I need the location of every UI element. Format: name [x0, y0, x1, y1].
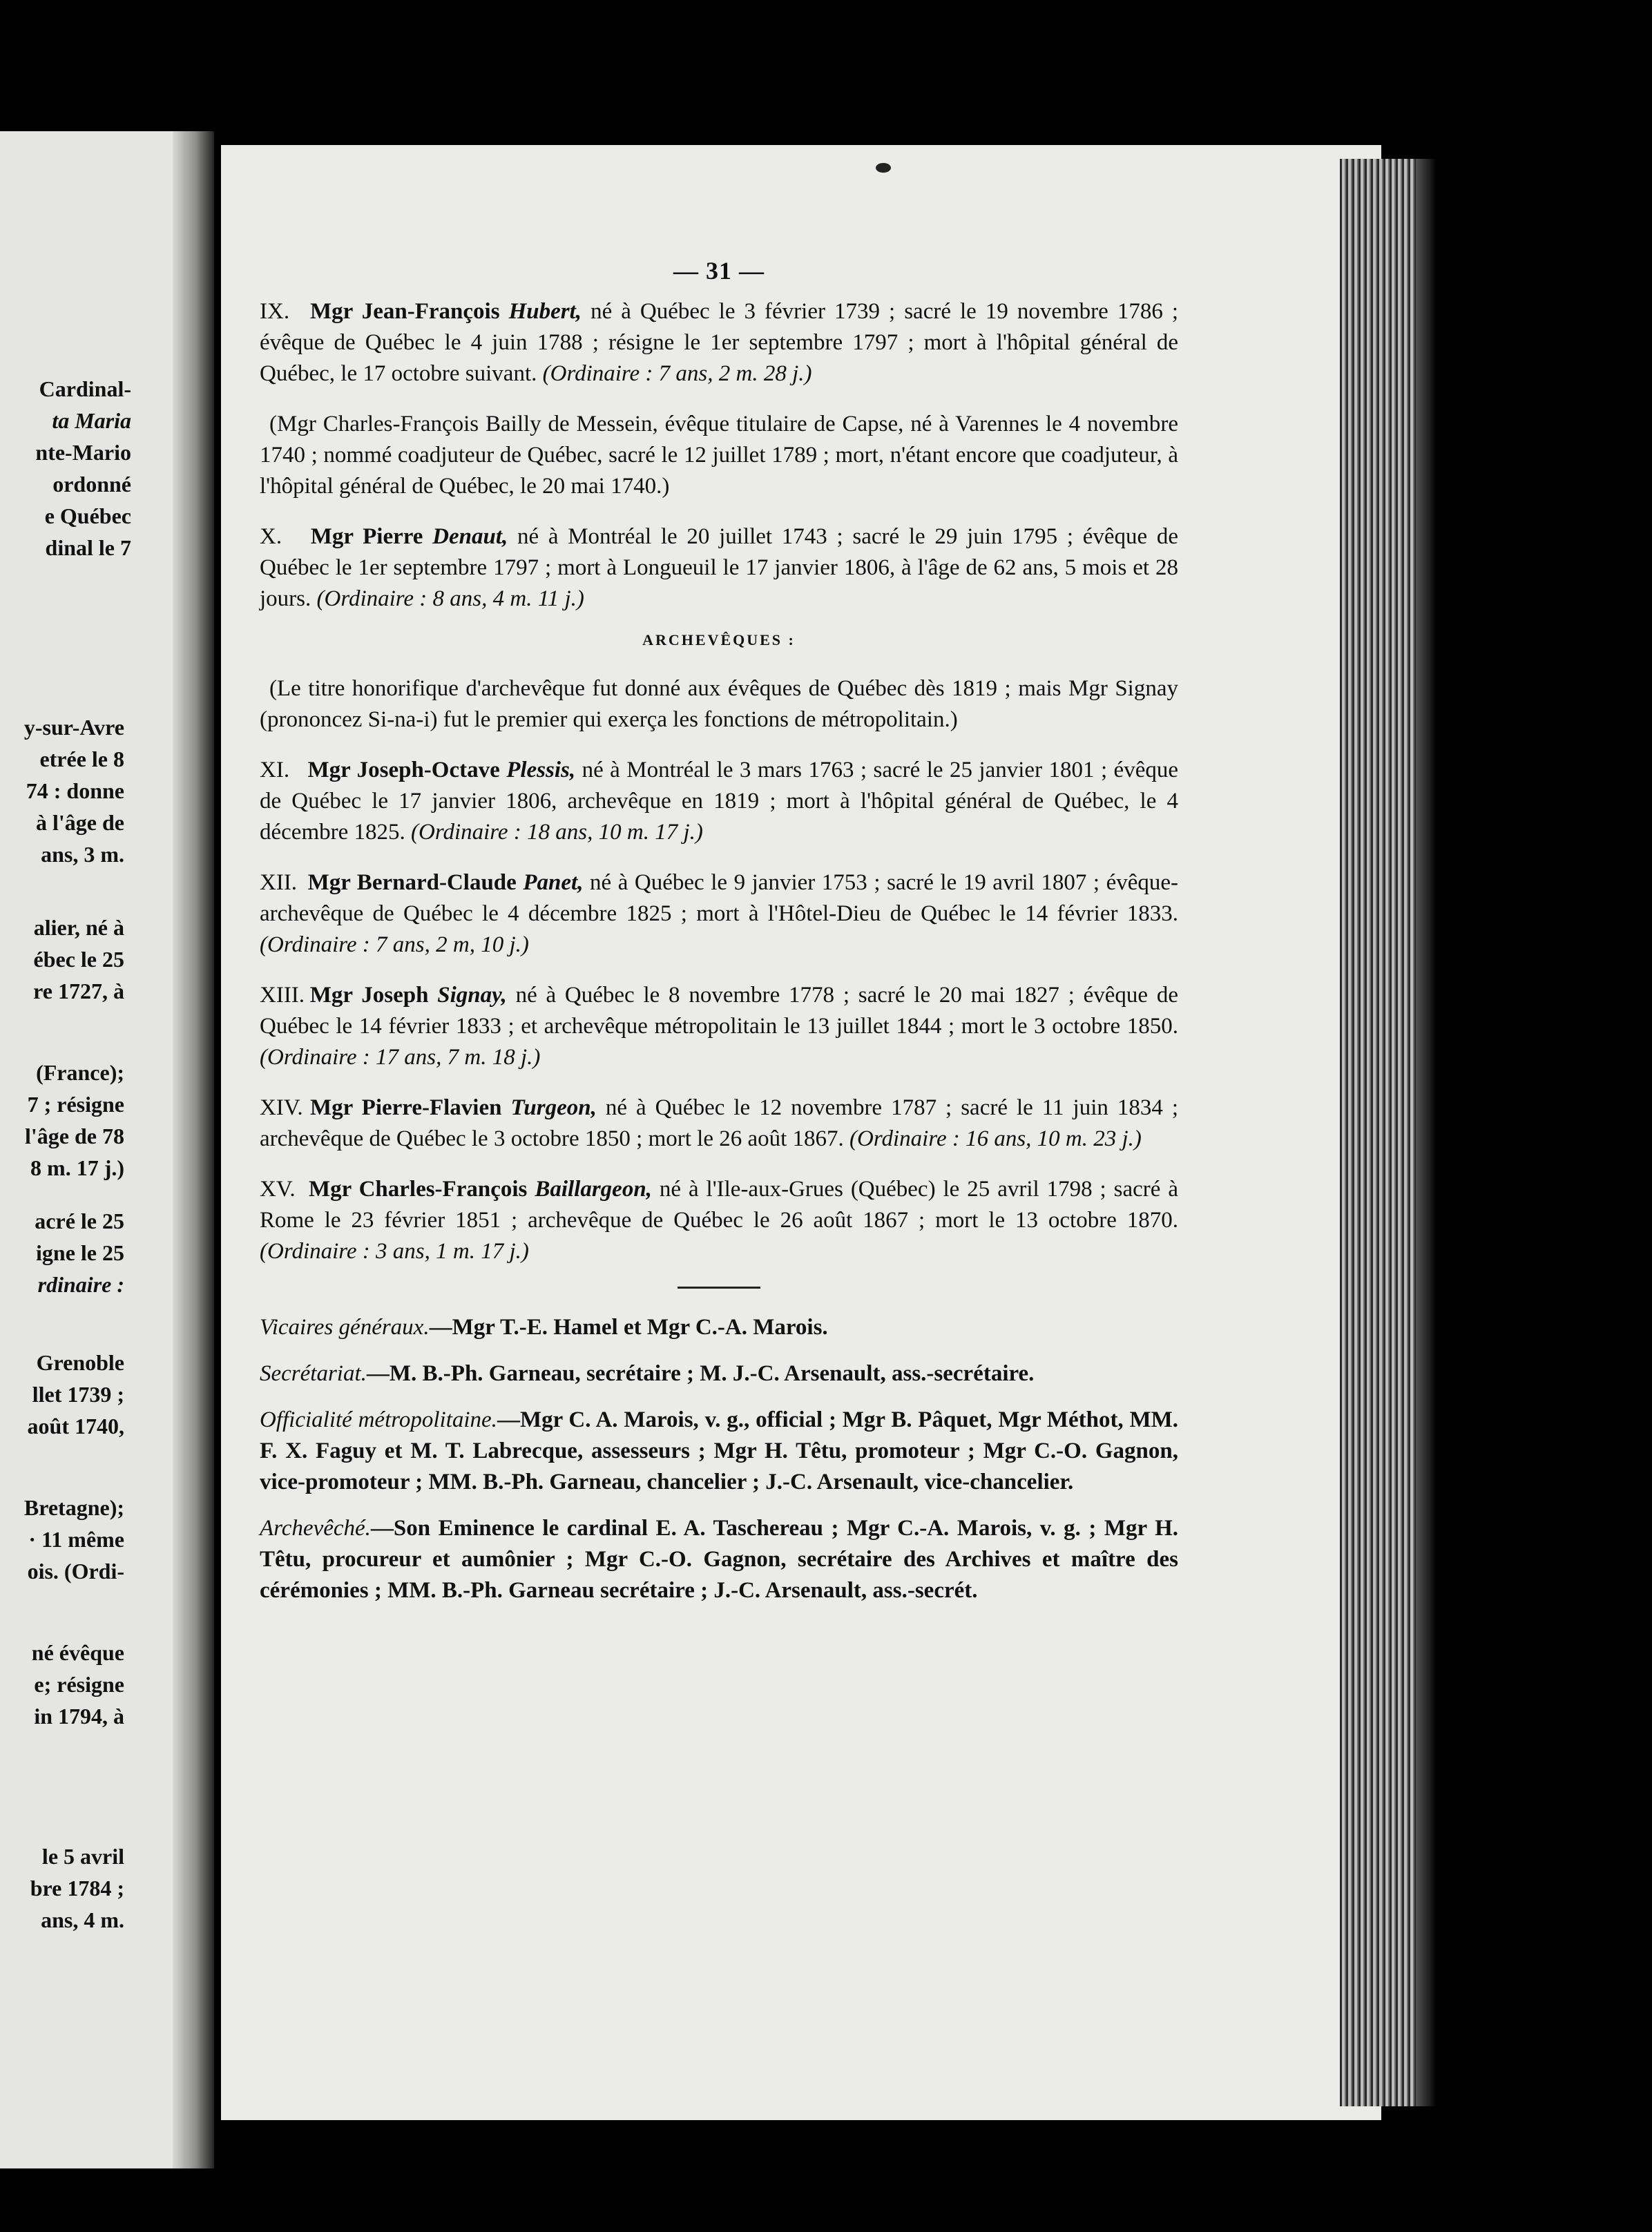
left-fragment-6: [0, 1347, 124, 1442]
left-line: ta Maria: [52, 408, 131, 433]
entry-prefix: Mgr Bernard-Claude: [307, 870, 517, 895]
book-gutter: [173, 131, 214, 2168]
office-officialite: [260, 1405, 1178, 1498]
entry-ordinaire: (Ordinaire : 7 ans, 2 m. 28 j.): [542, 361, 812, 386]
left-line: in 1794, à: [34, 1704, 124, 1729]
page-text: [260, 256, 1178, 1622]
entry-xi: [260, 755, 1178, 848]
left-line: Grenoble: [36, 1350, 124, 1375]
entry-name: Hubert,: [508, 299, 582, 324]
left-fragment-2: [0, 711, 124, 870]
office-vicaires: [260, 1312, 1178, 1343]
left-fragment-1: [0, 373, 131, 564]
ink-smudge: [876, 163, 891, 173]
left-line: Cardinal-: [39, 376, 131, 401]
left-line: re 1727, à: [33, 979, 124, 1003]
archbishop-note: (Le titre honorifique d'archevêque fut donné aux évêques de Québec dès 1819 ; mais Mgr Signay (prononcez Si-na-i) fut le premier qui exerça les fonctions de métropolitain.): [260, 676, 1178, 732]
office-label: Officialité métropolitaine.: [260, 1407, 497, 1432]
entry-name: Panet,: [523, 870, 584, 895]
entry-numeral: XI.: [260, 758, 290, 782]
left-line: ans, 4 m.: [41, 1907, 124, 1932]
left-fragment-7: [0, 1492, 124, 1587]
left-line: bre 1784 ;: [30, 1876, 124, 1901]
entry-ix: [260, 296, 1178, 389]
entry-numeral: IX.: [260, 299, 290, 324]
left-line: e; résigne: [34, 1672, 124, 1697]
entry-text: né à Québec le 8 novembre 1778 ; sacré le 20 mai 1827 ; évêque de Québec le 14 février 1833 ; et archevêque métropolitain le 13 juillet 1844 ; mort le 3 octobre 1850.: [260, 983, 1179, 1039]
entry-xv: [260, 1174, 1178, 1267]
left-line: ois. (Ordi-: [27, 1559, 124, 1584]
left-line: l'âge de 78: [25, 1124, 124, 1148]
entry-ordinaire: (Ordinaire : 7 ans, 2 m, 10 j.): [260, 932, 529, 957]
entry-prefix: Mgr Joseph-Octave: [307, 758, 500, 782]
entry-prefix: Mgr Charles-François: [308, 1177, 528, 1202]
left-line: acré le 25: [35, 1209, 124, 1233]
left-line: igne le 25: [36, 1240, 124, 1265]
left-line: etrée le 8: [39, 747, 124, 771]
left-fragment-5: [0, 1205, 124, 1300]
entry-prefix: Mgr Jean-François: [310, 299, 500, 324]
left-line: y-sur-Avre: [23, 715, 124, 740]
entry-note-bailly: (Mgr Charles-François Bailly de Messein, évêque titulaire de Capse, né à Varennes le 4 novembre 1740 ; nommé coadjuteur de Québec, sacré le 12 juillet 1789 ; mort, n'étant encore que coadjuteur, à l'hôpital général de Québec, le 20 mai 1740.): [260, 412, 1178, 499]
section-rule: [678, 1287, 760, 1289]
left-line: nte-Mario: [35, 440, 131, 465]
office-label: Vicaires généraux.: [260, 1315, 430, 1340]
left-line: alier, né à: [33, 915, 124, 940]
left-line: 7 ; résigne: [27, 1092, 124, 1117]
section-heading: ARCHEVÊQUES :: [642, 631, 796, 648]
left-line: ébec le 25: [33, 947, 124, 972]
left-fragment-9: [0, 1840, 124, 1936]
entry-ordinaire: (Ordinaire : 3 ans, 1 m. 17 j.): [260, 1239, 529, 1264]
entry-text: né à Québec le 9 janvier 1753 ; sacré le 19 avril 1807 ; évêque-archevêque de Québec le 4 décembre 1825 ; mort à l'Hôtel-Dieu de Québec le 14 février 1833.: [260, 870, 1179, 926]
entry-xiv: [260, 1093, 1178, 1155]
entry-name: Denaut,: [432, 524, 508, 549]
left-line: à l'âge de: [36, 810, 124, 835]
entry-name: Signay,: [437, 983, 507, 1008]
left-line: (France);: [36, 1060, 124, 1085]
left-line: e Québec: [44, 503, 131, 528]
left-line: août 1740,: [27, 1414, 124, 1439]
office-archeveche: [260, 1513, 1178, 1606]
office-text: —M. B.-Ph. Garneau, secrétaire ; M. J.-C. Arsenault, ass.-secrétaire.: [366, 1361, 1035, 1386]
left-fragment-4: [0, 1057, 124, 1184]
entry-numeral: XV.: [260, 1177, 296, 1202]
left-line: rdinaire :: [37, 1272, 124, 1297]
entry-numeral: X.: [260, 524, 282, 549]
entry-numeral: XIII.: [260, 983, 305, 1008]
entry-numeral: XIV.: [260, 1095, 303, 1120]
office-text: —Mgr C. A. Marois, v. g., official ; Mgr B. Pâquet, Mgr Méthot, MM. F. X. Faguy et M. T. Labrecque, assesseurs ; Mgr H. Têtu, promoteur ; Mgr C.-O. Gagnon, vice-promoteur ; MM. B.-Ph. Garneau, chancelier ; J.-C. Arsenault, vice-chancelier.: [260, 1407, 1179, 1494]
entry-text: né à Montréal le 3 mars 1763 ; sacré le 25 janvier 1801 ; évêque de Québec le 17 janvier 1806, archevêque en 1819 ; mort à l'hôpital général de Québec, le 4 décembre 1825.: [260, 758, 1179, 845]
office-text: —Son Eminence le cardinal E. A. Taschereau ; Mgr C.-A. Marois, v. g. ; Mgr H. Têtu, procureur et aumônier ; Mgr C.-O. Gagnon, secrétaire des Archives et maître des cérémonies ; MM. B.-Ph. Garneau secrétaire ; J.-C. Arsenault, ass.-secrét.: [260, 1516, 1178, 1603]
left-line: llet 1739 ;: [32, 1382, 124, 1407]
entry-prefix: Mgr Joseph: [309, 983, 429, 1008]
entry-text: né à Québec le 12 novembre 1787 ; sacré le 11 juin 1834 ; archevêque de Québec le 3 octobre 1850 ; mort le 26 août 1867.: [260, 1095, 1178, 1151]
entry-ordinaire: (Ordinaire : 8 ans, 4 m. 11 j.): [316, 586, 584, 611]
left-line: 74 : donne: [26, 778, 124, 803]
entry-ordinaire: (Ordinaire : 16 ans, 10 m. 23 j.): [849, 1126, 1142, 1151]
entry-name: Plessis,: [506, 758, 576, 782]
office-label: Archevêché.: [260, 1516, 371, 1541]
entry-x: [260, 521, 1178, 615]
office-secretariat: [260, 1358, 1178, 1389]
left-fragment-8: [0, 1637, 124, 1732]
entry-prefix: Mgr Pierre-Flavien: [309, 1095, 502, 1120]
left-line: 8 m. 17 j.): [30, 1155, 124, 1180]
page-number: — 31 —: [673, 257, 765, 285]
entry-xii: [260, 867, 1178, 961]
left-line: dinal le 7: [45, 535, 131, 560]
entry-name: Baillargeon,: [535, 1177, 652, 1202]
entry-numeral: XII.: [260, 870, 298, 895]
left-line: le 5 avril: [41, 1844, 124, 1869]
office-label: Secrétariat.: [260, 1361, 367, 1386]
entry-text: né à Montréal le 20 juillet 1743 ; sacré le 29 juin 1795 ; évêque de Québec le 1er septembre 1797 ; mort à Longueuil le 17 janvier 1806, à l'âge de 62 ans, 5 mois et 28 jours.: [260, 524, 1179, 611]
right-shadow: [1416, 159, 1437, 2106]
left-fragment-3: [0, 912, 124, 1007]
office-text: —Mgr T.-E. Hamel et Mgr C.-A. Marois.: [429, 1315, 828, 1340]
left-line: ordonné: [52, 472, 131, 497]
entry-text: né à Québec le 3 février 1739 ; sacré le 19 novembre 1786 ; évêque de Québec le 4 juin 1788 ; résigne le 1er septembre 1797 ; mort à l'hôpital général de Québec, le 17 octobre suivant.: [260, 299, 1179, 386]
page-stack-edge: [1340, 159, 1416, 2106]
entry-prefix: Mgr Pierre: [310, 524, 423, 549]
entry-ordinaire: (Ordinaire : 18 ans, 10 m. 17 j.): [411, 820, 703, 845]
entry-xiii: [260, 980, 1178, 1073]
left-line: ans, 3 m.: [41, 842, 124, 867]
entry-ordinaire: (Ordinaire : 17 ans, 7 m. 18 j.): [260, 1045, 541, 1070]
left-line: Bretagne);: [23, 1495, 124, 1520]
left-line: · 11 même: [28, 1527, 124, 1552]
entry-text: né à l'Ile-aux-Grues (Québec) le 25 avril 1798 ; sacré à Rome le 23 février 1851 ; archevêque de Québec le 26 août 1867 ; mort le 13 octobre 1870.: [260, 1177, 1178, 1233]
left-line: né évêque: [31, 1640, 124, 1665]
entry-name: Turgeon,: [510, 1095, 597, 1120]
